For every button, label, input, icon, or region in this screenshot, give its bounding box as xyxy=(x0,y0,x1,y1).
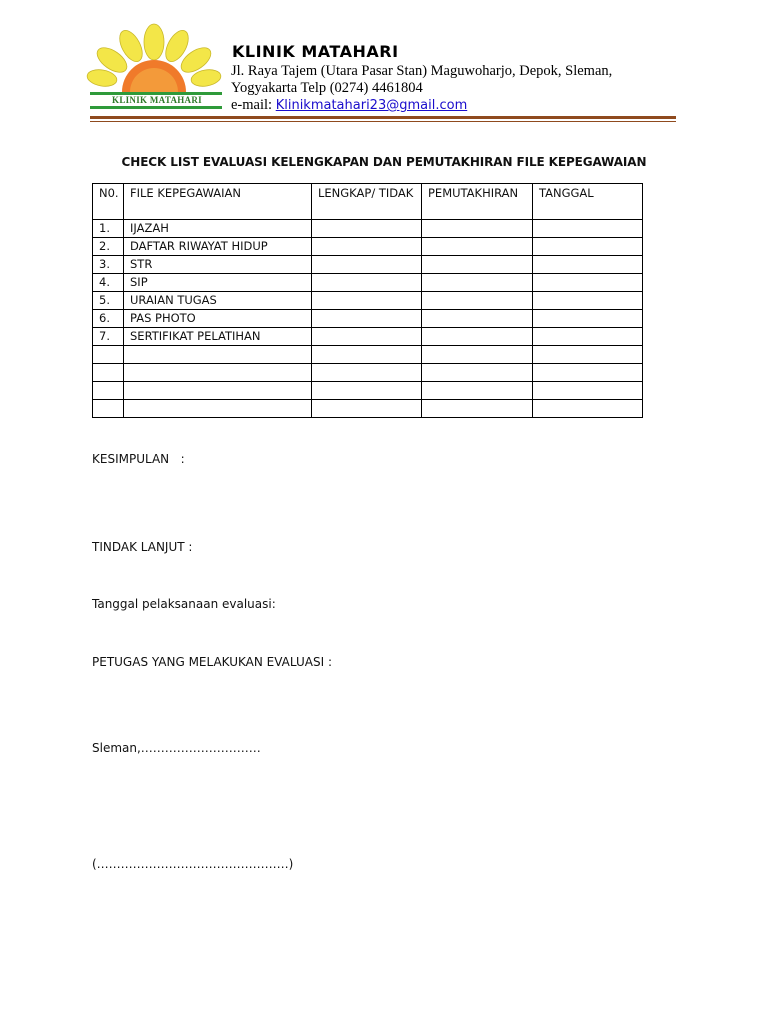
cell-tanggal xyxy=(533,364,643,382)
cell-file: SIP xyxy=(124,274,312,292)
cell-lengkap xyxy=(312,328,422,346)
table-row xyxy=(93,364,643,382)
cell-pemutakhiran xyxy=(422,292,533,310)
cell-file: STR xyxy=(124,256,312,274)
cell-no: 6. xyxy=(93,310,124,328)
cell-tanggal xyxy=(533,382,643,400)
cell-pemutakhiran xyxy=(422,274,533,292)
signature-line: (…………………………………………) xyxy=(92,857,294,871)
address-line-2: Yogyakarta Telp (0274) 4461804 xyxy=(231,80,423,96)
document-title: CHECK LIST EVALUASI KELENGKAPAN DAN PEMUTAKHIRAN FILE KEPEGAWAIAN xyxy=(121,155,647,169)
cell-no xyxy=(93,400,124,418)
cell-file: SERTIFIKAT PELATIHAN xyxy=(124,328,312,346)
cell-lengkap xyxy=(312,220,422,238)
cell-tanggal xyxy=(533,256,643,274)
cell-tanggal xyxy=(533,274,643,292)
table-row xyxy=(93,220,643,238)
cell-tanggal xyxy=(533,292,643,310)
cell-pemutakhiran xyxy=(422,310,533,328)
table-row xyxy=(93,292,643,310)
cell-pemutakhiran xyxy=(422,238,533,256)
table-row xyxy=(93,310,643,328)
cell-no: 3. xyxy=(93,256,124,274)
cell-file xyxy=(124,346,312,364)
table-header-row xyxy=(93,184,643,220)
cell-lengkap xyxy=(312,274,422,292)
cell-lengkap xyxy=(312,400,422,418)
cell-lengkap xyxy=(312,310,422,328)
cell-pemutakhiran xyxy=(422,400,533,418)
clinic-name: KLINIK MATAHARI xyxy=(232,42,399,61)
cell-tanggal xyxy=(533,310,643,328)
col-header-tanggal: TANGGAL xyxy=(533,184,643,220)
email-link[interactable]: Klinikmatahari23@gmail.com xyxy=(275,98,468,113)
checklist-table xyxy=(92,183,643,418)
header-rule-thick xyxy=(90,116,676,119)
cell-no: 1. xyxy=(93,220,124,238)
logo-text: KLINIK MATAHARI xyxy=(112,95,202,105)
cell-pemutakhiran xyxy=(422,328,533,346)
cell-tanggal xyxy=(533,220,643,238)
cell-lengkap xyxy=(312,256,422,274)
cell-lengkap xyxy=(312,238,422,256)
table-row xyxy=(93,256,643,274)
col-header-pemutakhiran: PEMUTAKHIRAN xyxy=(422,184,533,220)
table-row xyxy=(93,400,643,418)
tindak-lanjut-label: TINDAK LANJUT : xyxy=(92,540,193,554)
table-row xyxy=(93,328,643,346)
cell-file: PAS PHOTO xyxy=(124,310,312,328)
petugas-label: PETUGAS YANG MELAKUKAN EVALUASI : xyxy=(92,655,332,669)
cell-lengkap xyxy=(312,292,422,310)
table-row xyxy=(93,346,643,364)
cell-pemutakhiran xyxy=(422,364,533,382)
cell-lengkap xyxy=(312,382,422,400)
table-row xyxy=(93,274,643,292)
cell-file xyxy=(124,400,312,418)
header-rule-thin xyxy=(90,121,676,122)
cell-file xyxy=(124,382,312,400)
cell-pemutakhiran xyxy=(422,382,533,400)
cell-no xyxy=(93,346,124,364)
cell-lengkap xyxy=(312,346,422,364)
clinic-logo xyxy=(86,22,228,114)
kesimpulan-label: KESIMPULAN : xyxy=(92,452,185,466)
email-line xyxy=(231,97,467,114)
col-header-no: N0. xyxy=(93,184,124,220)
tanggal-evaluasi-label: Tanggal pelaksanaan evaluasi: xyxy=(92,597,276,611)
col-header-file: FILE KEPEGAWAIAN xyxy=(124,184,312,220)
cell-no: 5. xyxy=(93,292,124,310)
cell-lengkap xyxy=(312,364,422,382)
cell-file: DAFTAR RIWAYAT HIDUP xyxy=(124,238,312,256)
cell-no xyxy=(93,382,124,400)
cell-pemutakhiran xyxy=(422,256,533,274)
cell-tanggal xyxy=(533,400,643,418)
col-header-lengkap: LENGKAP/ TIDAK xyxy=(312,184,422,220)
cell-tanggal xyxy=(533,238,643,256)
table-row xyxy=(93,238,643,256)
cell-no: 2. xyxy=(93,238,124,256)
cell-no xyxy=(93,364,124,382)
cell-file xyxy=(124,364,312,382)
table-row xyxy=(93,382,643,400)
place-date-line: Sleman,………………………… xyxy=(92,741,261,755)
cell-file: URAIAN TUGAS xyxy=(124,292,312,310)
cell-tanggal xyxy=(533,328,643,346)
email-label: e-mail: xyxy=(231,97,276,113)
cell-no: 4. xyxy=(93,274,124,292)
cell-file: IJAZAH xyxy=(124,220,312,238)
cell-tanggal xyxy=(533,346,643,364)
cell-pemutakhiran xyxy=(422,346,533,364)
cell-pemutakhiran xyxy=(422,220,533,238)
address-line-1: Jl. Raya Tajem (Utara Pasar Stan) Maguwoharjo, Depok, Sleman, xyxy=(231,63,613,79)
cell-no: 7. xyxy=(93,328,124,346)
